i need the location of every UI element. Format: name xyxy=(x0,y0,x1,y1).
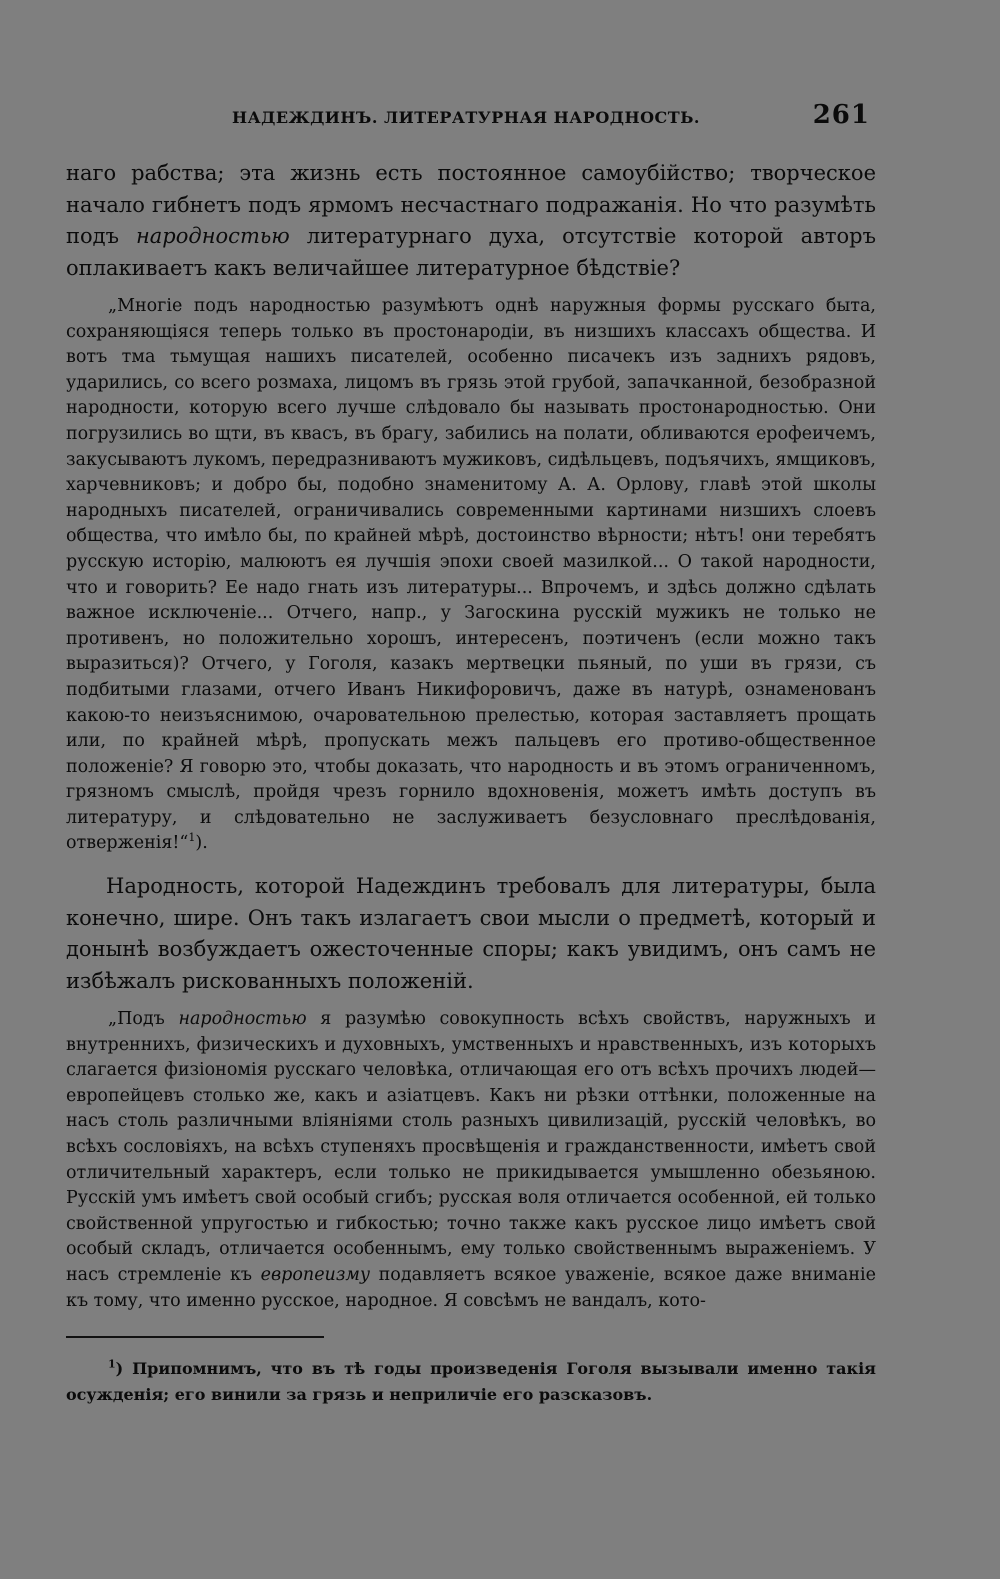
quotation-1-tail: ). xyxy=(195,833,208,854)
quotation-1-text: „Многіе подъ народностью разумѣютъ однѣ наружныя формы русскаго быта, сохраняющіяся теперь только въ простонародіи, въ низшихъ классахъ общества. И вотъ тма тьмущая нашихъ писателей, особенно писачекъ изъ заднихъ рядовъ, ударились, со всего розмаха, лицомъ въ грязь этой грубой, запачканной, безобразной народности, которую всего лучше слѣдовало бы называть простонародностью. Они погрузились во щти, въ квасъ, въ брагу, забились на полати, обливаются ерофеичемъ, закусываютъ лукомъ, передразниваютъ мужиковъ, сидѣльцевъ, подъячихъ, ямщиковъ, харчевниковъ; и добро бы, подобно знаменитому А. А. Орлову, главѣ этой школы народныхъ писателей, ограничивались современными картинами низшихъ слоевъ общества, что имѣло бы, по крайней мѣрѣ, достоинство вѣрности; нѣтъ! они теребятъ русскую исторію, малюютъ ея лучшія эпохи своей мазилкой... О такой народности, что и говорить? Ее надо гнать изъ литературы... Впрочемъ, и здѣсь должно сдѣлать важное исключеніе... Отчего, напр., у Загоскина русскій мужикъ не только не противенъ, но положительно хорошъ, интересенъ, поэтиченъ (если можно такъ выразиться)? Отчего, у Гоголя, казакъ мертвецки пьяный, по уши въ грязи, съ подбитыми глазами, отчего Иванъ Никифоровичъ, даже въ натурѣ, ознаменованъ какою-то неизъяснимою, очаровательною прелестью, которая заставляетъ прощать или, по крайней мѣрѣ, пропускать межъ пальцевъ его противо-общественное положеніе? Я говорю это, чтобы доказать, что народность и въ этомъ ограниченномъ, грязномъ смыслѣ, пройдя чрезъ горнило вдохновенія, можетъ имѣть доступъ въ литературу, и слѣдовательно не заслуживаетъ безусловнаго преслѣдованія, отверженія!“ xyxy=(66,296,876,854)
running-head xyxy=(66,96,876,136)
footnote-marker: 1 xyxy=(108,1357,116,1371)
paragraph-1-text-a: наго рабства; эта жизнь есть постоянное самоубійство; творческое начало гибнетъ подъ ярмомъ несчастнаго подражанія. Но что разумѣть подъ xyxy=(66,161,876,248)
quotation-2-emphasis-2: европеизму xyxy=(260,1265,371,1285)
running-title: НАДЕЖДИНЪ. ЛИТЕРАТУРНАЯ НАРОДНОСТЬ. xyxy=(232,108,700,127)
paragraph-1-emphasis: народностью xyxy=(135,224,290,248)
quotation-2-text-a: „Подъ xyxy=(108,1009,179,1030)
footnote xyxy=(66,1356,876,1408)
quotation-2-emphasis-1: народностью xyxy=(178,1009,307,1030)
page-number: 261 xyxy=(812,100,870,130)
quotation-2-text-b: я разумѣю совокупность всѣхъ свойствъ, наружныхъ и внутреннихъ, физическихъ и духовныхъ, умственныхъ и нравственныхъ, изъ которыхъ слагается физіономія русскаго человѣка, отличающая его отъ всѣхъ прочихъ людей—европейцевъ столько же, какъ и азіатцевъ. Какъ ни рѣзки оттѣнки, положенные на насъ столь различными вліяніями столь разныхъ цивилизацій, русскій человѣкъ, во всѣхъ сословіяхъ, на всѣхъ ступеняхъ просвѣщенія и гражданственности, имѣетъ свой отличительный характеръ, если только не прикидывается умышленно обезьяною. Русскій умъ имѣетъ свой особый сгибъ; русская воля отличается особенной, ей только свойственной упругостью и гибкостью; точно также какъ русское лицо имѣетъ свой особый складъ, отличается особеннымъ, ему только свойственнымъ выраженіемъ. У насъ стремленіе къ xyxy=(66,1009,876,1285)
paragraph-1-text-b: литературнаго духа, отсутствіе которой авторъ оплакиваетъ какъ величайшее литературное бѣдствіе? xyxy=(66,224,876,280)
footnote-divider xyxy=(66,1336,324,1338)
book-page xyxy=(66,96,876,1536)
quotation-1 xyxy=(66,294,876,857)
quotation-2-text-c: подавляетъ всякое уваженіе, всякое даже вниманіе къ тому, что именно русское, народное. Я совсѣмъ не вандалъ, кото- xyxy=(66,1265,876,1311)
quotation-2 xyxy=(66,1007,876,1314)
paragraph-1 xyxy=(66,158,876,284)
footnote-text: ) Припомнимъ, что въ тѣ годы произведенія Гоголя вызывали именно такія осужденія; его винили за грязь и неприличіе его разсказовъ. xyxy=(66,1359,876,1405)
paragraph-2: Народность, которой Надеждинъ требовалъ для литературы, была конечно, шире. Онъ такъ излагаетъ свои мысли о предметѣ, который и донынѣ возбуждаетъ ожесточенные споры; какъ увидимъ, онъ самъ не избѣжалъ рискованныхъ положеній. xyxy=(66,874,876,993)
footnote-reference: 1 xyxy=(188,831,196,845)
